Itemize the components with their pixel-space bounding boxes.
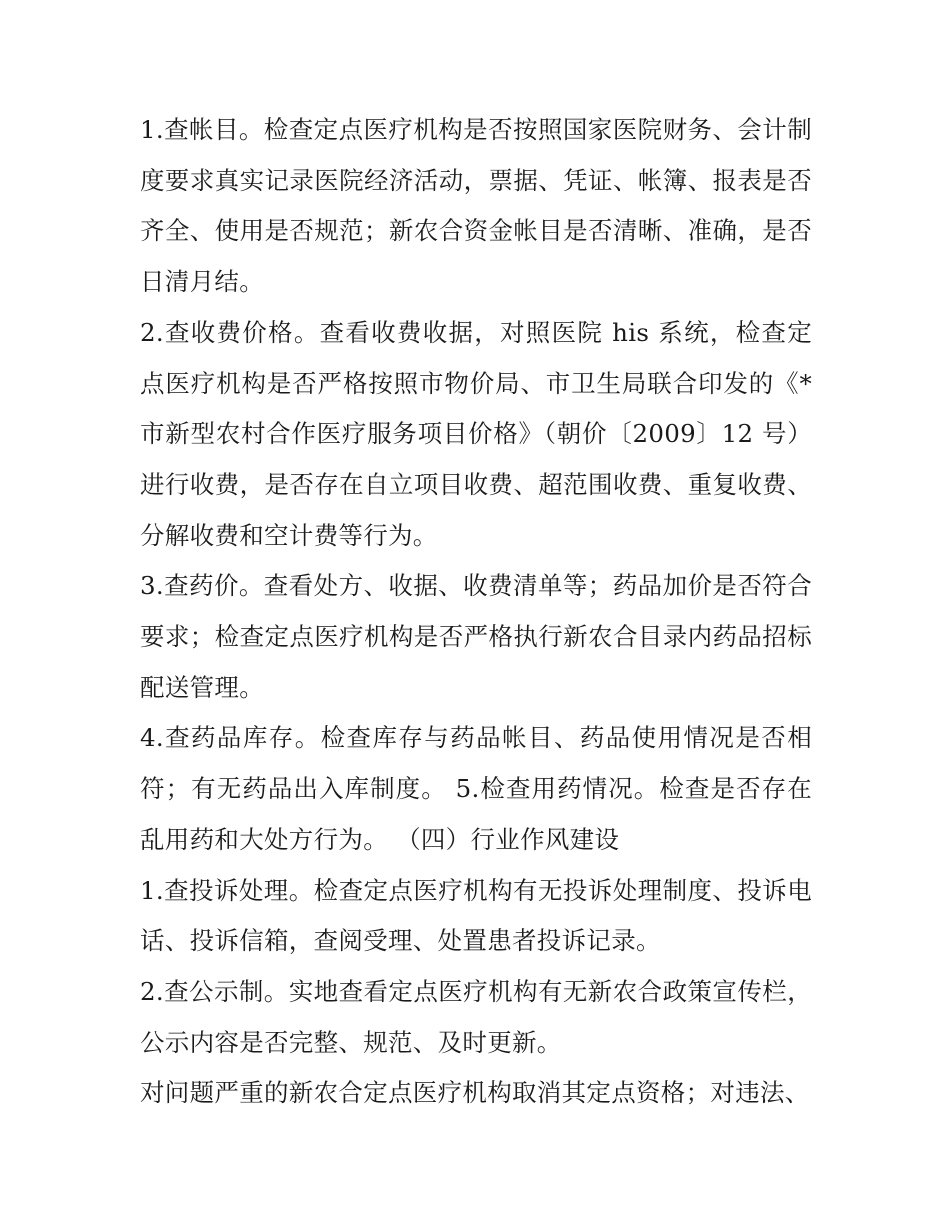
paragraph-check-fees: 2.查收费价格。查看收费收据，对照医院 his 系统，检查定点医疗机构是否严格按照市物价局、市卫生局联合印发的《*市新型农村合作医疗服务项目价格》（朝价〔2009〕12 号）进行收费，是否存在自立项目收费、超范围收费、重复收费、分解收费和空计费等行为。 (140, 317, 812, 550)
paragraph-penalties: 对问题严重的新农合定点医疗机构取消其定点资格；对违法、 (140, 1078, 810, 1108)
paragraph-check-complaints: 1.查投诉处理。检查定点医疗机构有无投诉处理制度、投诉电话、投诉信箱，查阅受理、处置患者投诉记录。 (140, 875, 812, 956)
paragraph-check-drug-inventory: 4.查药品库存。检查库存与药品帐目、药品使用情况是否相符；有无药品出入库制度。 5.检查用药情况。检查是否存在乱用药和大处方行为。 （四）行业作风建设 (140, 723, 812, 854)
document-body (140, 105, 812, 1119)
paragraph-check-public-notice: 2.查公示制。实地查看定点医疗机构有无新农合政策宣传栏，公示内容是否完整、规范、及时更新。 (140, 976, 812, 1057)
paragraph-check-drug-prices: 3.查药价。查看处方、收据、收费清单等；药品加价是否符合要求；检查定点医疗机构是否严格执行新农合目录内药品招标配送管理。 (140, 571, 812, 702)
paragraph-check-accounts: 1.查帐目。检查定点医疗机构是否按照国家医院财务、会计制度要求真实记录医院经济活动，票据、凭证、帐簿、报表是否齐全、使用是否规范；新农合资金帐目是否清晰、准确，是否日清月结。 (140, 115, 812, 297)
